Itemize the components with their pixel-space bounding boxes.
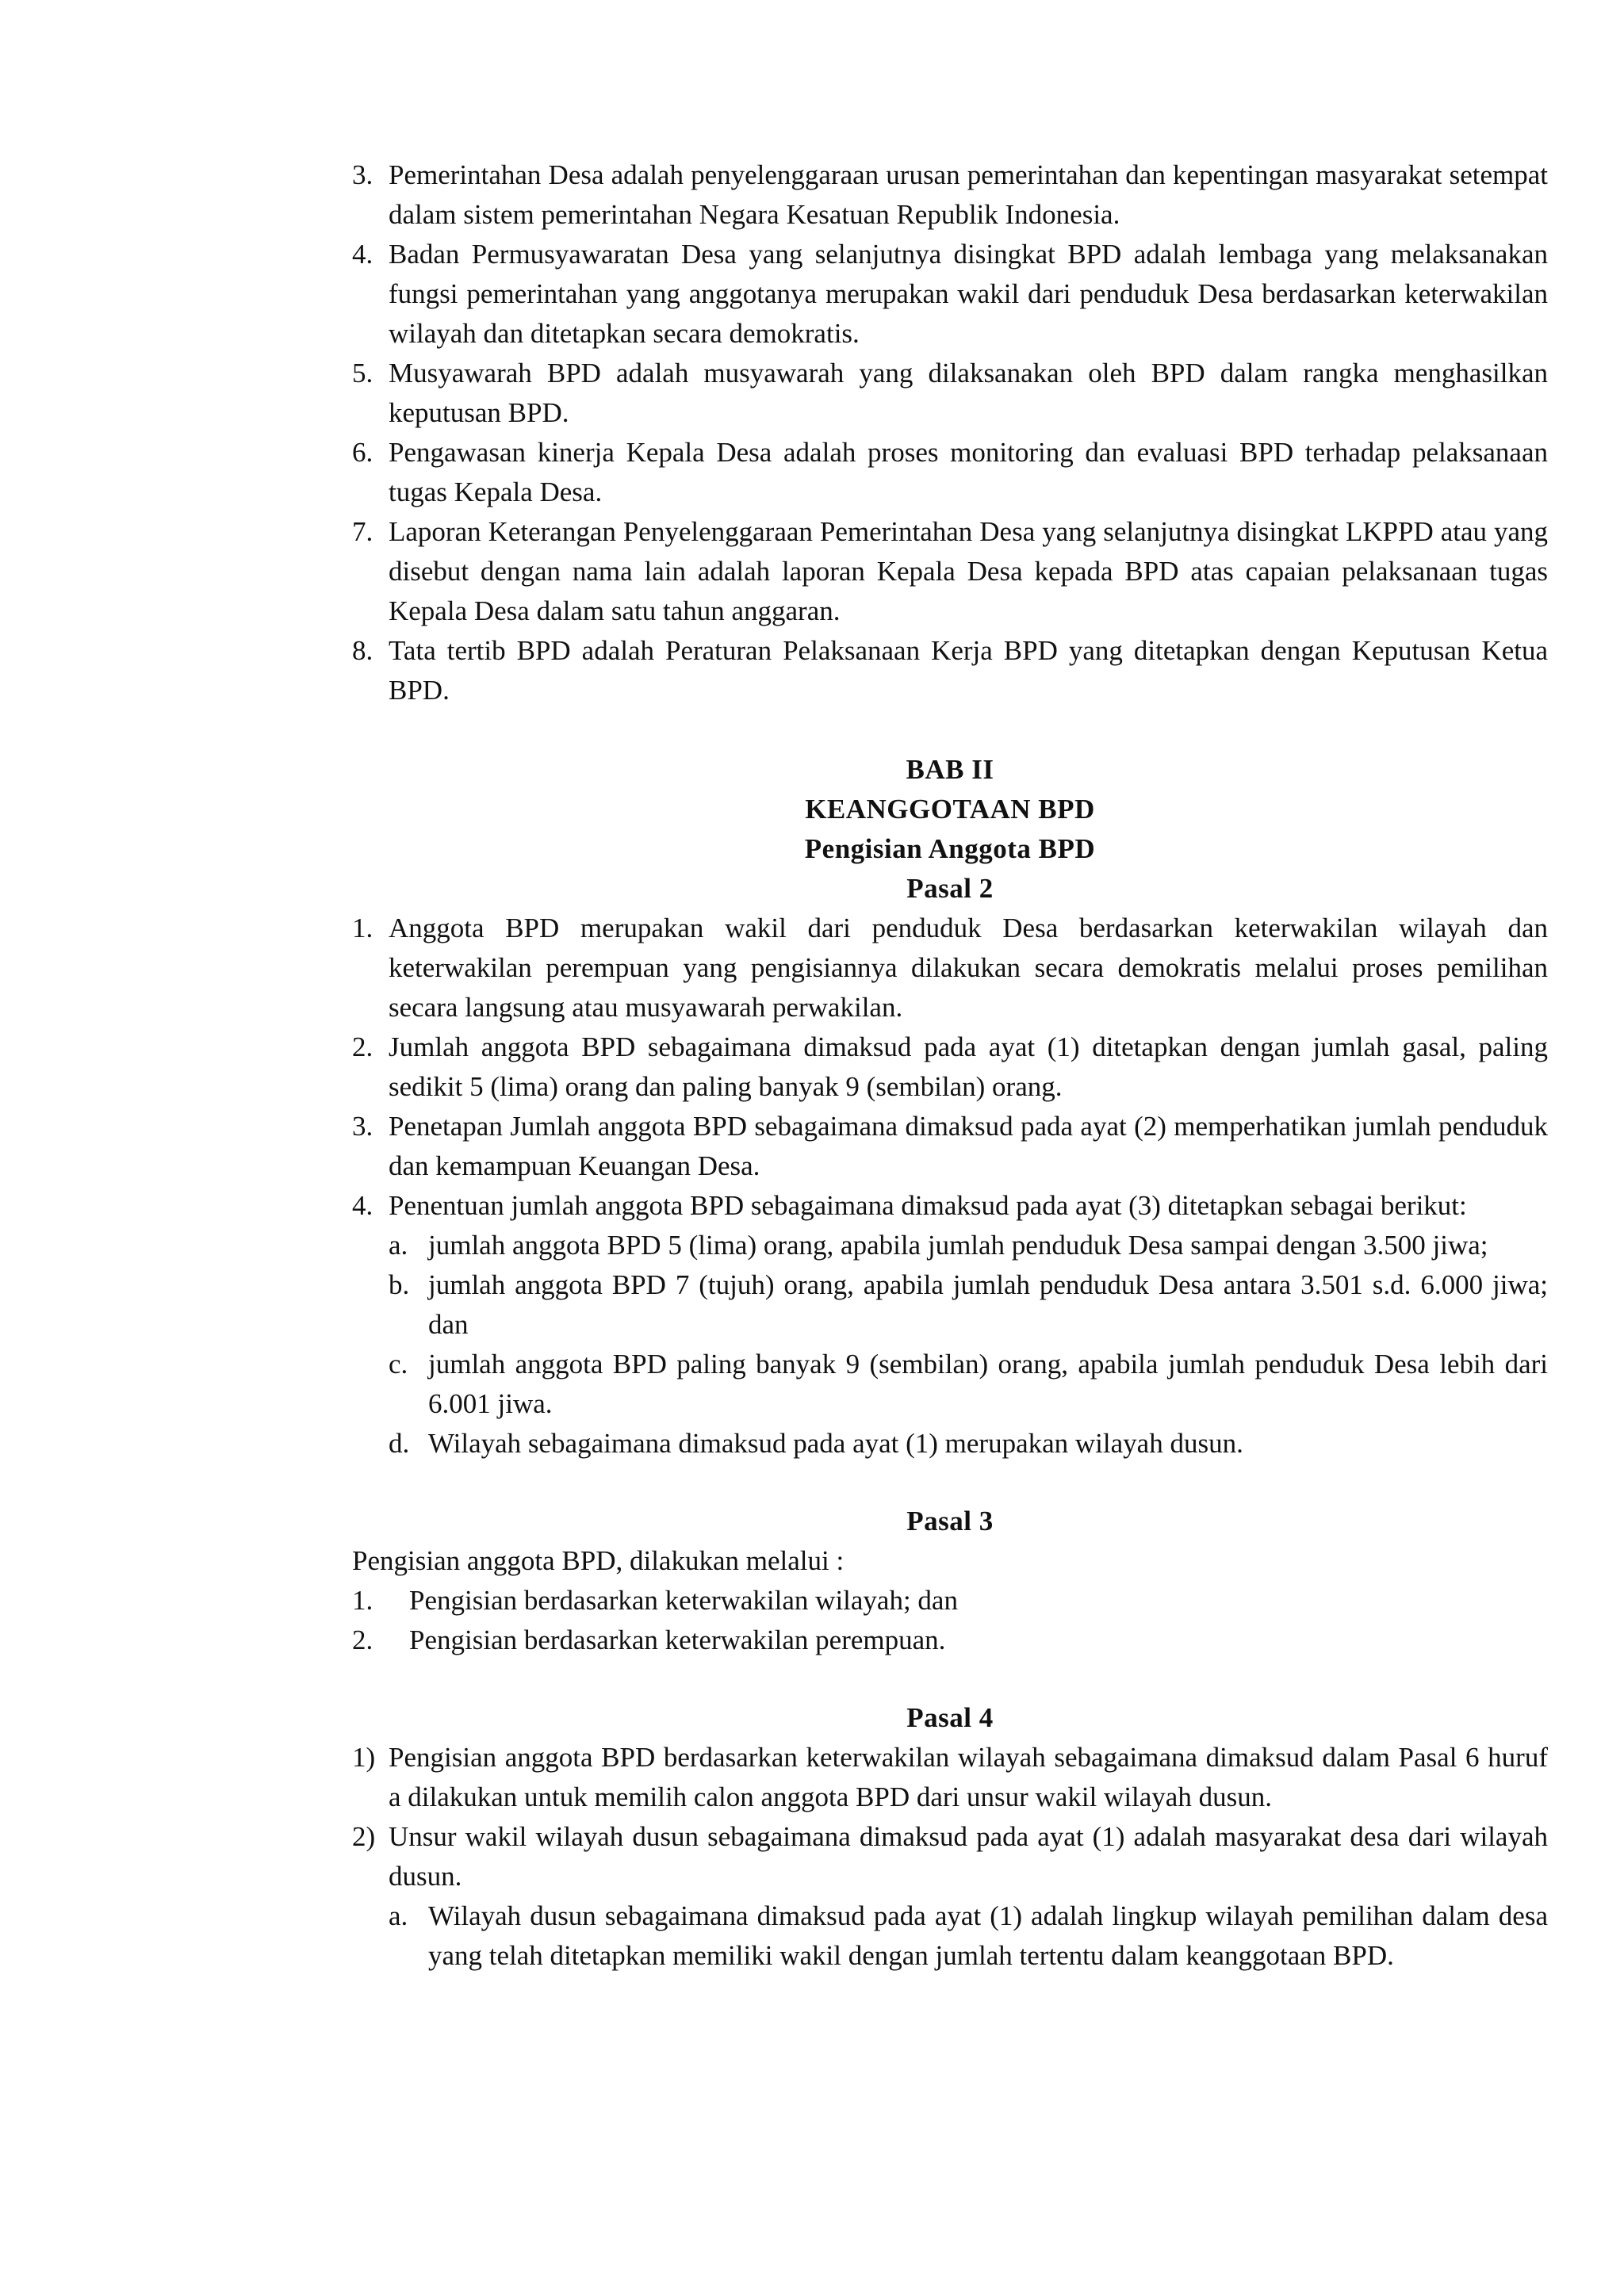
item-number: 2.: [352, 1031, 373, 1062]
item-letter: b.: [389, 1269, 410, 1300]
item-number: 3.: [352, 1111, 373, 1142]
item-text: Wilayah dusun sebagaimana dimaksud pada ayat (1) adalah lingkup wilayah pemilihan dalam desa yang telah ditetapkan memiliki wakil dengan jumlah tertentu dalam keanggotaan BPD.: [428, 1900, 1548, 1971]
pasal-4-heading: Pasal 4: [906, 1702, 994, 1733]
pasal-4-list: [352, 1738, 1548, 1976]
list-item: [352, 1817, 1548, 1896]
item-text: Unsur wakil wilayah dusun sebagaimana dimaksud pada ayat (1) adalah masyarakat desa dari wilayah dusun.: [389, 1821, 1548, 1892]
sub-list-item: [352, 1896, 1548, 1976]
chapter-subtitle: Pengisian Anggota BPD: [804, 833, 1096, 864]
pasal-2-list: [352, 909, 1548, 1464]
spacer: [352, 710, 1548, 750]
chapter-number: BAB II: [906, 754, 994, 785]
list-item: [352, 1186, 1548, 1226]
item-number: 1.: [352, 913, 373, 943]
item-number: 8.: [352, 635, 373, 666]
document-content: [352, 155, 1548, 1976]
spacer: [352, 1464, 1548, 1502]
list-item: [352, 1107, 1548, 1186]
item-text: Pemerintahan Desa adalah penyelenggaraan urusan pemerintahan dan kepentingan masyarakat setempat dalam sistem pemerintahan Negara Kesatuan Republik Indonesia.: [389, 159, 1548, 230]
item-text: jumlah anggota BPD 5 (lima) orang, apabila jumlah penduduk Desa sampai dengan 3.500 jiwa;: [428, 1230, 1488, 1261]
sub-list-item: [352, 1424, 1548, 1464]
item-text: Pengisian anggota BPD berdasarkan keterwakilan wilayah sebagaimana dimaksud dalam Pasal 6 huruf a dilakukan untuk memilih calon anggota BPD dari unsur wakil wilayah dusun.: [389, 1742, 1548, 1812]
item-text: jumlah anggota BPD 7 (tujuh) orang, apabila jumlah penduduk Desa antara 3.501 s.d. 6.000 jiwa; dan: [428, 1269, 1548, 1340]
item-text: Laporan Keterangan Penyelenggaraan Pemerintahan Desa yang selanjutnya disingkat LKPPD atau yang disebut dengan nama lain adalah laporan Kepala Desa kepada BPD atas capaian pelaksanaan tugas Kepala Desa dalam satu tahun anggaran.: [389, 516, 1548, 626]
item-number: 4.: [352, 1190, 373, 1221]
pasal-3-list: [352, 1581, 1548, 1660]
item-text: Penetapan Jumlah anggota BPD sebagaimana dimaksud pada ayat (2) memperhatikan jumlah penduduk dan kemampuan Keuangan Desa.: [389, 1111, 1548, 1181]
item-text: Anggota BPD merupakan wakil dari penduduk Desa berdasarkan keterwakilan wilayah dan keterwakilan perempuan yang pengisiannya dilakukan secara demokratis melalui proses pemilihan secara langsung atau musyawarah perwakilan.: [389, 913, 1548, 1023]
item-number: 3.: [352, 159, 373, 190]
item-number: 2): [352, 1821, 376, 1852]
item-number: 1): [352, 1742, 376, 1773]
list-item: [352, 1621, 1548, 1660]
list-item: [352, 909, 1548, 1027]
item-text: Pengawasan kinerja Kepala Desa adalah proses monitoring dan evaluasi BPD terhadap pelaksanaan tugas Kepala Desa.: [389, 437, 1548, 507]
item-text: jumlah anggota BPD paling banyak 9 (sembilan) orang, apabila jumlah penduduk Desa lebih dari 6.001 jiwa.: [428, 1349, 1548, 1419]
sub-list-item: [352, 1265, 1548, 1345]
list-item: [352, 1581, 1548, 1621]
item-letter: a.: [389, 1230, 408, 1261]
item-number: 1.: [352, 1585, 373, 1616]
item-text: Pengisian berdasarkan keterwakilan wilayah; dan: [409, 1585, 958, 1616]
item-number: 4.: [352, 239, 373, 270]
definitions-list: [352, 155, 1548, 710]
spacer: [352, 1660, 1548, 1698]
item-text: Tata tertib BPD adalah Peraturan Pelaksanaan Kerja BPD yang ditetapkan dengan Keputusan Ketua BPD.: [389, 635, 1548, 706]
list-item: [352, 354, 1548, 433]
pasal-2-heading: Pasal 2: [906, 873, 994, 904]
list-item: [352, 631, 1548, 710]
chapter-title: KEANGGOTAAN BPD: [805, 794, 1095, 825]
item-text: Musyawarah BPD adalah musyawarah yang dilaksanakan oleh BPD dalam rangka menghasilkan keputusan BPD.: [389, 358, 1548, 428]
list-item: [352, 1738, 1548, 1817]
item-letter: c.: [389, 1349, 408, 1380]
item-text: Pengisian berdasarkan keterwakilan perempuan.: [409, 1624, 946, 1655]
item-number: 2.: [352, 1624, 373, 1655]
item-number: 5.: [352, 358, 373, 388]
list-item: [352, 512, 1548, 631]
item-letter: d.: [389, 1428, 410, 1459]
item-letter: a.: [389, 1900, 408, 1931]
list-item: [352, 235, 1548, 354]
item-text: Penentuan jumlah anggota BPD sebagaimana dimaksud pada ayat (3) ditetapkan sebagai berikut:: [389, 1190, 1467, 1221]
sub-list-item: [352, 1226, 1548, 1265]
item-number: 7.: [352, 516, 373, 547]
list-item: [352, 155, 1548, 235]
pasal-3-heading: Pasal 3: [906, 1506, 994, 1536]
item-text: Jumlah anggota BPD sebagaimana dimaksud pada ayat (1) ditetapkan dengan jumlah gasal, paling sedikit 5 (lima) orang dan paling banyak 9 (sembilan) orang.: [389, 1031, 1548, 1102]
item-number: 6.: [352, 437, 373, 468]
item-text: Wilayah sebagaimana dimaksud pada ayat (1) merupakan wilayah dusun.: [428, 1428, 1243, 1459]
list-item: [352, 433, 1548, 512]
pasal-3-intro: Pengisian anggota BPD, dilakukan melalui :: [352, 1545, 845, 1576]
item-text: Badan Permusyawaratan Desa yang selanjutnya disingkat BPD adalah lembaga yang melaksanakan fungsi pemerintahan yang anggotanya merupakan wakil dari penduduk Desa berdasarkan keterwakilan wilayah dan ditetapkan secara demokratis.: [389, 239, 1548, 349]
sub-list-item: [352, 1345, 1548, 1424]
list-item: [352, 1027, 1548, 1107]
